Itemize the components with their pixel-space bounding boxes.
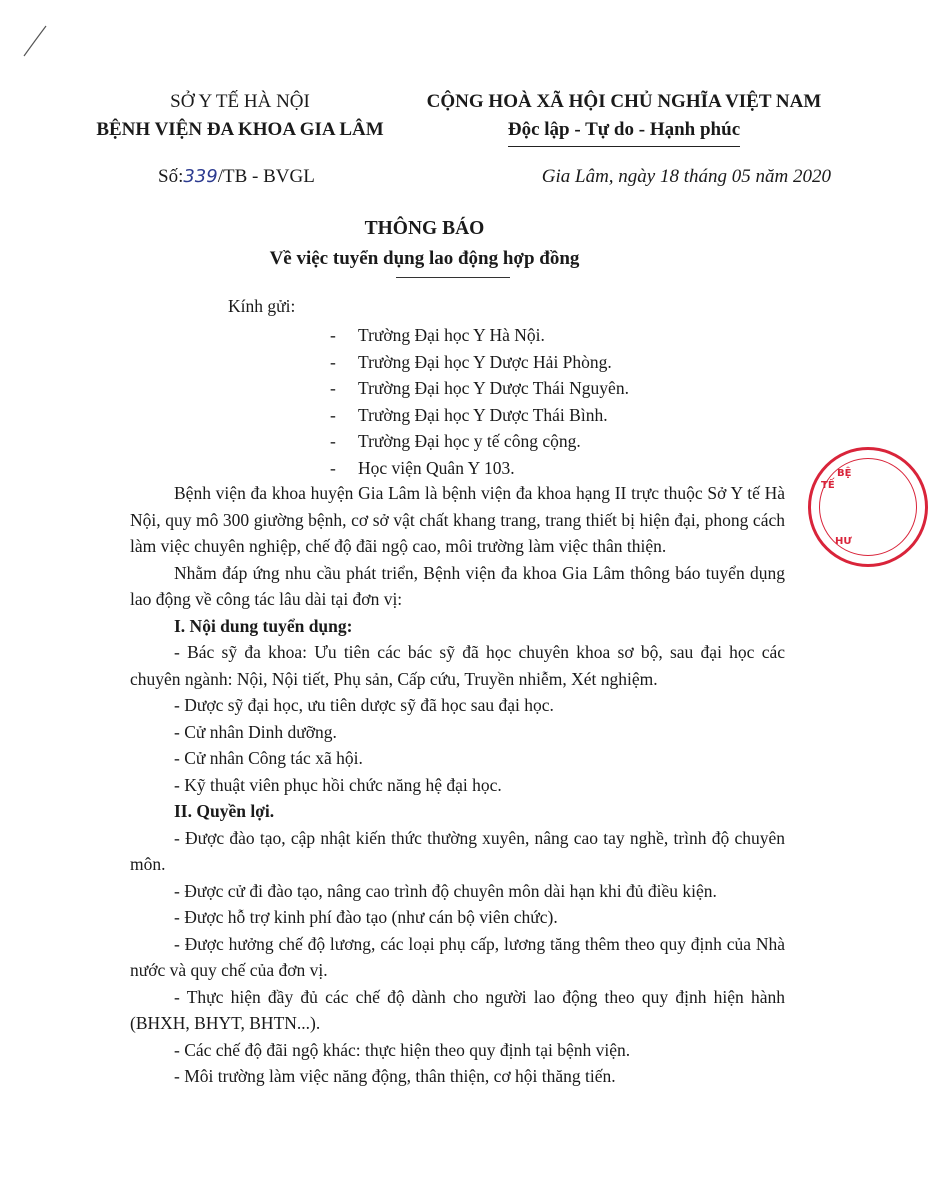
document-number <box>158 166 315 188</box>
recruitment-item: - Dược sỹ đại học, ưu tiên dược sỹ đã học sau đại học. <box>174 695 554 715</box>
national-title: CỘNG HOÀ XÃ HỘI CHỦ NGHĨA VIỆT NAM <box>426 91 822 112</box>
subtitle-rule <box>396 277 510 278</box>
document-body <box>130 480 785 1090</box>
benefit-item: - Được hỗ trợ kinh phí đào tạo (như cán bộ viên chức). <box>174 907 558 927</box>
benefit-item: - Được cử đi đào tạo, nâng cao trình độ chuyên môn dài hạn khi đủ điều kiện. <box>174 880 717 901</box>
doc-number-handwritten: 339 <box>183 166 218 187</box>
national-motto: Độc lập - Tự do - Hạnh phúc <box>508 116 740 147</box>
document-title: THÔNG BÁO <box>364 218 485 239</box>
benefit-item: - Được đào tạo, cập nhật kiến thức thường xuyên, nâng cao tay nghề, trình độ chuyên môn. <box>130 827 785 874</box>
recipient-item: - Trường Đại học Y Dược Thái Bình. <box>330 404 608 425</box>
red-seal-stamp: TẾ BỆ HƯ <box>808 447 928 567</box>
document-date: Gia Lâm, ngày 18 tháng 05 năm 2020 <box>541 166 831 187</box>
issuer-hospital: BỆNH VIỆN ĐA KHOA GIA LÂM <box>96 119 384 140</box>
doc-number-suffix: /TB - BVGL <box>217 166 315 187</box>
issuer-department: SỞ Y TẾ HÀ NỘI <box>170 91 310 112</box>
recruitment-item: - Cử nhân Dinh dưỡng. <box>174 721 337 742</box>
recruitment-item: - Bác sỹ đa khoa: Ưu tiên các bác sỹ đã học chuyên khoa sơ bộ, sau đại học các chuyên ngành: Nội, Nội tiết, Phụ sản, Cấp cứu, Truyền nhiễm, Xét nghiệm. <box>130 642 785 689</box>
benefit-item: - Được hưởng chế độ lương, các loại phụ cấp, lương tăng thêm theo quy định của Nhà nước và quy chế của đơn vị. <box>130 933 785 980</box>
recipient-item: - Trường Đại học Y Dược Thái Nguyên. <box>330 378 629 398</box>
recipient-item: - Học viện Quân Y 103. <box>330 457 515 478</box>
recruitment-item: - Kỹ thuật viên phục hồi chức năng hệ đại học. <box>174 774 502 795</box>
intro-paragraph: Bệnh viện đa khoa huyện Gia Lâm là bệnh viện đa khoa hạng II trực thuộc Sở Y tế Hà Nội, quy mô 300 giường bệnh, cơ sở vật chất khang trang, trang thiết bị hiện đại, phong cách làm việc chuyên nghiệp, chế độ đãi ngộ cao, môi trường làm việc thân thiện. <box>130 483 785 556</box>
section-heading-recruitment: I. Nội dung tuyển dụng: <box>174 615 353 636</box>
recipient-item: - Trường Đại học y tế công cộng. <box>330 431 581 451</box>
issuer-header <box>80 88 400 144</box>
national-header <box>400 88 848 147</box>
recipient-item: - Trường Đại học Y Hà Nội. <box>330 325 545 345</box>
benefit-item: - Thực hiện đầy đủ các chế độ dành cho người lao động theo quy định hiện hành (BHXH, BHYT, BHTN...). <box>130 986 785 1033</box>
doc-number-prefix: Số: <box>158 166 184 187</box>
document-subtitle: Về việc tuyển dụng lao động hợp đồng <box>269 248 580 269</box>
benefit-item: - Môi trường làm việc năng động, thân thiện, cơ hội thăng tiến. <box>174 1066 616 1086</box>
section-heading-benefits: II. Quyền lợi. <box>174 801 275 821</box>
greeting: Kính gửi: <box>228 296 296 316</box>
recipient-item: - Trường Đại học Y Dược Hải Phòng. <box>330 351 612 372</box>
pen-mark <box>20 20 60 60</box>
benefit-item: - Các chế độ đãi ngộ khác: thực hiện theo quy định tại bệnh viện. <box>174 1039 631 1060</box>
recruitment-item: - Cử nhân Công tác xã hội. <box>174 748 363 768</box>
purpose-paragraph: Nhằm đáp ứng nhu cầu phát triển, Bệnh viện đa khoa Gia Lâm thông báo tuyển dụng lao động về công tác lâu dài tại đơn vị: <box>130 562 785 609</box>
recipient-list <box>330 322 629 481</box>
